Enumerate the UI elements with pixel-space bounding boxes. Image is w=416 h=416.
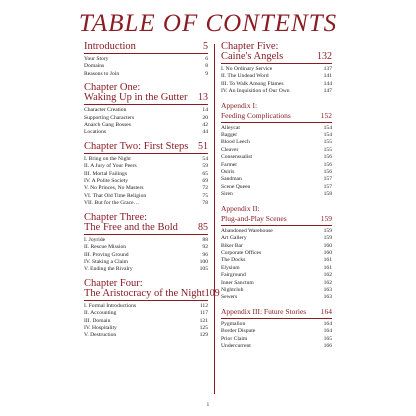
toc-entry[interactable]	[221, 272, 332, 279]
entry-page: 9	[205, 70, 208, 77]
entry-list	[221, 125, 332, 199]
section-title-line1: Chapter Three:	[84, 211, 148, 223]
toc-entry[interactable]	[221, 162, 332, 169]
entry-page: 159	[323, 227, 332, 234]
entry-page: 147	[323, 88, 332, 95]
toc-entry[interactable]	[221, 169, 332, 176]
entry-label: I. No Ordinary Service	[221, 66, 273, 72]
entry-page: 44	[202, 129, 208, 136]
entry-list	[84, 303, 208, 340]
entry-page: 155	[323, 146, 332, 153]
toc-entry[interactable]	[221, 265, 332, 272]
section-title-line1: Chapter One:	[84, 82, 141, 94]
toc-entry[interactable]	[221, 294, 332, 301]
section-page: 152	[320, 110, 332, 120]
entry-label: Bagger	[221, 132, 238, 139]
entry-page: 137	[323, 66, 332, 72]
section-page: 5	[203, 41, 208, 52]
toc-entry[interactable]	[221, 235, 332, 242]
toc-entry[interactable]	[221, 280, 332, 287]
toc-entry[interactable]	[221, 228, 332, 235]
page-title: TABLE OF CONTENTS	[78, 10, 338, 37]
entry-label: Inner Sanctum	[221, 279, 254, 286]
entry-label: Border Dispute	[221, 328, 256, 335]
section-title-line1: Chapter Four:	[84, 277, 143, 289]
toc-section-chapter-one	[84, 83, 208, 137]
entry-page: 162	[323, 272, 332, 279]
entry-label: Alleycat	[221, 124, 240, 131]
entry-label: II. Accounting	[84, 310, 117, 317]
entry-label: Elysium	[221, 264, 240, 271]
entry-page: 14	[202, 107, 208, 114]
section-heading-line1[interactable]	[221, 204, 332, 214]
entry-label: IV. A Polite Society	[84, 178, 129, 185]
entry-page: 157	[323, 183, 332, 190]
section-title-line2: The Aristocracy of the Night	[84, 287, 205, 299]
entry-page: 65	[202, 170, 208, 177]
toc-entry[interactable]	[221, 88, 332, 95]
entry-page: 163	[323, 286, 332, 293]
toc-entry[interactable]	[221, 132, 332, 139]
toc-entry[interactable]	[221, 73, 332, 80]
toc-entry[interactable]	[84, 266, 208, 273]
section-heading-line2[interactable]	[221, 111, 332, 121]
entry-label: Fairground	[221, 272, 246, 279]
entry-page: 159	[323, 235, 332, 242]
toc-entry[interactable]	[84, 244, 208, 251]
toc-section-appendix-one	[221, 101, 332, 199]
entry-page: 166	[323, 342, 332, 349]
entry-label: Scene Queen	[221, 183, 251, 190]
toc-section-chapter-four	[84, 277, 220, 340]
heading-rule	[221, 318, 332, 319]
heading-rule	[84, 234, 208, 235]
entry-label: Nightclub	[221, 286, 244, 293]
toc-entry[interactable]	[84, 259, 208, 266]
entry-label: IV. Hospitality	[84, 324, 117, 331]
entry-label: Prior Claim	[221, 335, 248, 342]
toc-entry[interactable]	[84, 63, 208, 70]
entry-label: Cleaver	[221, 146, 239, 153]
section-page: 13	[198, 92, 208, 104]
heading-rule	[221, 225, 332, 226]
toc-entry[interactable]	[84, 178, 208, 185]
entry-page: 158	[323, 191, 332, 198]
toc-entry[interactable]	[221, 191, 332, 198]
entry-page: 105	[199, 266, 208, 273]
section-heading-line2[interactable]	[221, 214, 332, 224]
entry-label: Your Story	[84, 56, 109, 62]
entry-page: 121	[199, 317, 208, 324]
entry-page: 96	[202, 251, 208, 258]
section-heading-line1[interactable]	[221, 101, 332, 111]
heading-rule	[84, 53, 208, 54]
toc-entry[interactable]	[84, 129, 208, 136]
section-title: Chapter Two: First Steps	[84, 140, 189, 152]
section-heading[interactable]	[84, 42, 208, 52]
entry-label: II. Rescue Mission	[84, 244, 127, 251]
section-title-line1: Appendix II:	[221, 203, 260, 213]
section-page: 51	[198, 140, 208, 152]
entry-page: 144	[323, 80, 332, 87]
entry-list	[84, 156, 208, 208]
entry-label: Blood Leech	[221, 139, 250, 146]
entry-page: 165	[323, 335, 332, 342]
section-heading[interactable]	[84, 142, 208, 152]
entry-page: 20	[202, 114, 208, 121]
section-page: 109	[204, 287, 220, 299]
entry-page: 6	[205, 56, 208, 62]
entry-label: The Docks	[221, 257, 246, 264]
entry-label: VI. That Old Time Religion	[84, 192, 147, 199]
toc-entry[interactable]	[84, 318, 208, 325]
entry-page: 155	[323, 139, 332, 146]
section-title-line2: Feeding Complications	[221, 110, 291, 120]
toc-section-chapter-three	[84, 213, 208, 274]
toc-entry[interactable]	[84, 71, 208, 78]
entry-label: III. Domain	[84, 317, 111, 324]
entry-list	[221, 228, 332, 302]
entry-label: IV. An Inquisition of Our Own	[221, 88, 290, 95]
page-number: 1	[206, 402, 210, 408]
section-page: 85	[198, 221, 208, 233]
entry-page: 72	[202, 185, 208, 192]
entry-page: 59	[202, 163, 208, 170]
toc-section-appendix-two	[221, 204, 332, 302]
section-heading-line2[interactable]	[84, 223, 208, 233]
entry-label: III. Proving Ground	[84, 251, 129, 258]
entry-page: 160	[323, 242, 332, 249]
toc-entry[interactable]	[221, 243, 332, 250]
entry-page: 88	[202, 236, 208, 243]
entry-label: Sandman	[221, 176, 242, 183]
toc-right-column	[221, 42, 332, 350]
section-title-line1: Chapter Five:	[221, 41, 279, 52]
heading-rule	[84, 104, 208, 105]
section-heading-line2[interactable]	[84, 287, 220, 299]
heading-rule	[221, 63, 332, 64]
toc-entry[interactable]	[84, 115, 208, 122]
toc-entry[interactable]	[84, 185, 208, 192]
toc-entry[interactable]	[221, 250, 332, 257]
toc-entry[interactable]	[221, 184, 332, 191]
entry-label: II. A Jury of Your Peers	[84, 163, 137, 170]
section-page: 164	[320, 306, 332, 316]
entry-page: 75	[202, 192, 208, 199]
toc-entry[interactable]	[84, 200, 208, 207]
toc-entry[interactable]	[221, 147, 332, 154]
entry-page: 92	[202, 244, 208, 251]
entry-label: II. The Undead Word	[221, 73, 269, 80]
entry-label: Undercurrent	[221, 342, 251, 349]
toc-entry[interactable]	[221, 66, 332, 73]
entry-page: 129	[199, 332, 208, 339]
heading-rule	[84, 153, 208, 154]
entry-label: V. No Princes, No Masters	[84, 185, 144, 192]
section-title-line1: Appendix I:	[221, 100, 258, 110]
entry-page: 42	[202, 122, 208, 129]
entry-label: I. Joyride	[84, 236, 106, 243]
entry-page: 164	[323, 328, 332, 335]
entry-label: I. Formal Introductions	[84, 302, 137, 309]
section-title-line2: The Free and the Bold	[84, 221, 178, 233]
heading-rule	[84, 300, 208, 301]
entry-page: 112	[199, 302, 208, 309]
toc-entry[interactable]	[221, 336, 332, 343]
entry-label: Locations	[84, 129, 107, 136]
toc-entry[interactable]	[84, 56, 208, 63]
toc-entry[interactable]	[221, 287, 332, 294]
entry-label: V. Ending the Rivalry	[84, 266, 133, 273]
entry-list	[84, 107, 208, 137]
section-title: Introduction	[84, 41, 136, 52]
entry-page: 162	[323, 279, 332, 286]
entry-label: Sewers	[221, 294, 238, 301]
entry-page: 156	[323, 161, 332, 168]
entry-label: Reasons to Join	[84, 70, 120, 77]
section-title-line2: Waking Up in the Gutter	[84, 92, 188, 104]
entry-label: Osiris	[221, 169, 235, 176]
section-title-line2: Caine's Angels	[221, 51, 284, 62]
entry-page: 141	[323, 73, 332, 80]
entry-page: 154	[323, 124, 332, 131]
section-page: 132	[317, 51, 332, 62]
entry-label: VII. But for the Grace…	[84, 200, 140, 207]
entry-label: I. Bring on the Night	[84, 155, 131, 162]
entry-label: Siren	[221, 191, 233, 198]
toc-entry[interactable]	[221, 125, 332, 132]
entry-page: 8	[205, 63, 208, 70]
entry-page: 117	[199, 310, 208, 317]
entry-page: 125	[199, 324, 208, 331]
entry-page: 161	[323, 264, 332, 271]
toc-entry[interactable]	[221, 343, 332, 350]
toc-entry[interactable]	[84, 252, 208, 259]
toc-section-introduction	[84, 42, 208, 78]
toc-entry[interactable]	[221, 154, 332, 161]
section-heading-line2[interactable]	[221, 52, 332, 62]
entry-page: 69	[202, 178, 208, 185]
entry-page: 78	[202, 200, 208, 207]
toc-entry[interactable]	[221, 328, 332, 335]
section-title: Appendix III: Future Stories	[221, 306, 307, 316]
toc-section-chapter-five	[221, 42, 332, 96]
entry-page: 161	[323, 257, 332, 264]
entry-list	[221, 66, 332, 96]
toc-entry[interactable]	[84, 303, 208, 310]
section-heading-line2[interactable]	[84, 93, 208, 103]
entry-page: 100	[199, 258, 208, 265]
toc-entry[interactable]	[221, 321, 332, 328]
entry-label: III. To Walk Among Flames	[221, 80, 284, 87]
entry-page: 154	[323, 132, 332, 139]
entry-page: 160	[323, 249, 332, 256]
entry-label: Art Gallery	[221, 235, 247, 242]
entry-label: V. Destruction	[84, 332, 117, 339]
toc-entry[interactable]	[221, 176, 332, 183]
toc-entry[interactable]	[84, 171, 208, 178]
entry-label: Character Creation	[84, 107, 127, 114]
entry-label: IV. Staking a Claim	[84, 258, 129, 265]
toc-entry[interactable]	[221, 257, 332, 264]
entry-label: Consensualist	[221, 154, 253, 161]
entry-page: 164	[323, 320, 332, 327]
toc-entry[interactable]	[84, 237, 208, 244]
entry-label: Anarch Gang Bosses	[84, 122, 131, 129]
entry-page: 54	[202, 155, 208, 162]
toc-entry[interactable]	[221, 139, 332, 146]
entry-label: Abandoned Warehouse	[221, 227, 273, 234]
entry-label: Pygmalion	[221, 320, 246, 327]
heading-rule	[221, 122, 332, 123]
entry-label: Biker Bar	[221, 242, 243, 249]
entry-label: Corporate Offices	[221, 249, 262, 256]
entry-list	[221, 321, 332, 351]
entry-page: 156	[323, 169, 332, 176]
entry-list	[84, 56, 208, 78]
toc-entry[interactable]	[84, 325, 208, 332]
toc-entry[interactable]	[84, 163, 208, 170]
entry-label: Domains	[84, 63, 105, 70]
toc-entry[interactable]	[84, 310, 208, 317]
entry-page: 156	[323, 154, 332, 161]
entry-list	[84, 237, 208, 274]
toc-entry[interactable]	[84, 122, 208, 129]
entry-page: 163	[323, 294, 332, 301]
entry-page: 157	[323, 176, 332, 183]
column-divider	[214, 44, 215, 394]
section-heading[interactable]	[221, 307, 332, 317]
toc-entry[interactable]	[84, 332, 208, 339]
toc-section-appendix-three	[221, 307, 332, 351]
entry-label: Supporting Characters	[84, 114, 135, 121]
section-title-line2: Plug-and-Play Scenes	[221, 213, 287, 223]
section-page: 159	[320, 213, 332, 223]
toc-section-chapter-two	[84, 142, 208, 208]
toc-entry[interactable]	[84, 107, 208, 114]
entry-label: Farmer	[221, 161, 238, 168]
entry-label: III. Mortal Failings	[84, 170, 128, 177]
toc-left-column	[84, 41, 220, 340]
